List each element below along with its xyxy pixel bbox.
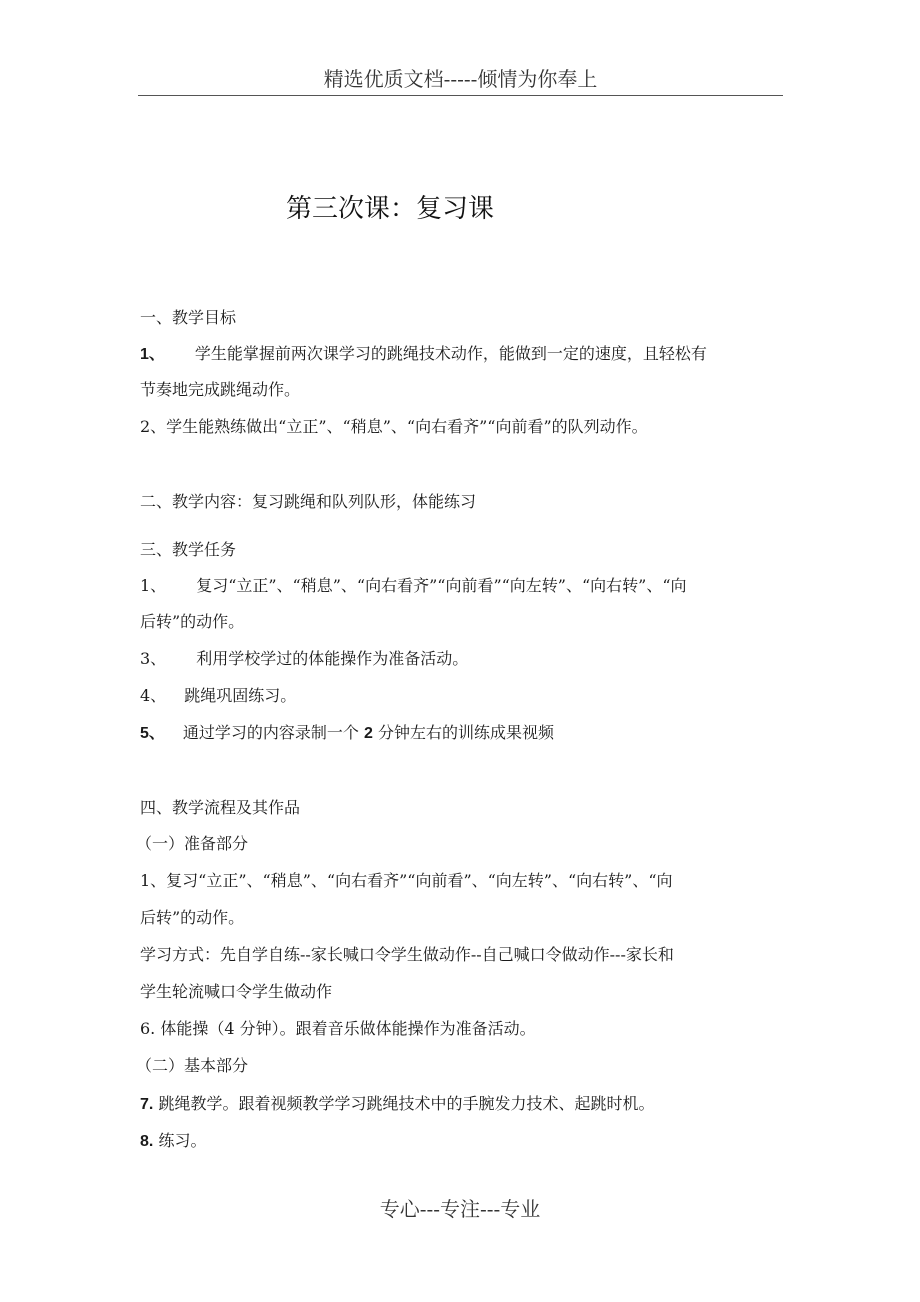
goal-heading: 一、教学目标 xyxy=(140,308,237,327)
task-item-5-number: 5、 xyxy=(140,725,165,742)
task-item-4 xyxy=(140,685,296,707)
task-item-3-text: 利用学校学过的体能操作为准备活动。 xyxy=(196,649,469,668)
content-line: 二、教学内容：复习跳绳和队列队形，体能练习 xyxy=(140,492,477,511)
task-item-5-text-pre: 通过学习的内容录制一个 xyxy=(182,723,359,742)
prep-item-6: 6. 体能操（4 分钟）。跟着音乐做体能操作为准备活动。 xyxy=(140,1019,536,1038)
basic-heading: （二）基本部分 xyxy=(136,1056,249,1075)
basic-item-8 xyxy=(140,1130,206,1153)
task-item-1-number: 1、 xyxy=(140,576,167,595)
prep-heading: （一）准备部分 xyxy=(136,834,249,853)
task-item-1 xyxy=(140,575,687,597)
method-line-continued: 学生轮流喊口令学生做动作 xyxy=(140,982,333,1001)
task-item-1-text: 复习“立正”、“稍息”、“向右看齐”“向前看”“向左转”、“向右转”、“向 xyxy=(196,576,687,595)
header-divider xyxy=(138,95,783,96)
task-item-5-text-post: 分钟左右的训练成果视频 xyxy=(378,723,555,742)
basic-item-7-number: 7. xyxy=(140,1096,154,1113)
goal-item-2: 2、学生能熟练做出“立正”、“稍息”、“向右看齐”“向前看”的队列动作。 xyxy=(140,417,648,436)
prep-item-1: 1、复习“立正”、“稍息”、“向右看齐”“向前看”、“向左转”、“向右转”、“向 xyxy=(140,871,673,890)
task-item-5-duration: 2 xyxy=(364,725,373,742)
basic-item-8-text: 练习。 xyxy=(158,1131,207,1150)
basic-item-8-number: 8. xyxy=(140,1133,154,1150)
task-heading: 三、教学任务 xyxy=(140,540,237,559)
task-item-3 xyxy=(140,648,468,670)
goal-item-1 xyxy=(140,343,707,366)
basic-item-7 xyxy=(140,1093,654,1116)
goal-item-1-continued: 节奏地完成跳绳动作。 xyxy=(140,380,301,399)
method-line: 学习方式：先自学自练--家长喊口令学生做动作--自己喊口令做动作---家长和 xyxy=(140,945,674,964)
goal-item-1-text: 学生能掌握前两次课学习的跳绳技术动作，能做到一定的速度，且轻松有 xyxy=(194,344,707,363)
goal-item-1-number: 1、 xyxy=(140,346,165,363)
document-title: 第三次课：复习课 xyxy=(286,194,495,224)
task-item-4-number: 4、 xyxy=(140,686,167,705)
task-item-4-text: 跳绳巩固练习。 xyxy=(184,686,297,705)
task-item-5 xyxy=(140,722,554,745)
flow-heading: 四、教学流程及其作品 xyxy=(140,798,301,817)
task-item-1-continued: 后转”的动作。 xyxy=(140,612,245,631)
prep-item-1-continued: 后转”的动作。 xyxy=(140,908,245,927)
basic-item-7-text: 跳绳教学。跟着视频教学学习跳绳技术中的手腕发力技术、起跳时机。 xyxy=(158,1094,655,1113)
page-footer: 专心---专注---专业 xyxy=(379,1197,541,1221)
task-item-3-number: 3、 xyxy=(140,649,167,668)
page-header: 精选优质文档-----倾情为你奉上 xyxy=(323,67,598,91)
